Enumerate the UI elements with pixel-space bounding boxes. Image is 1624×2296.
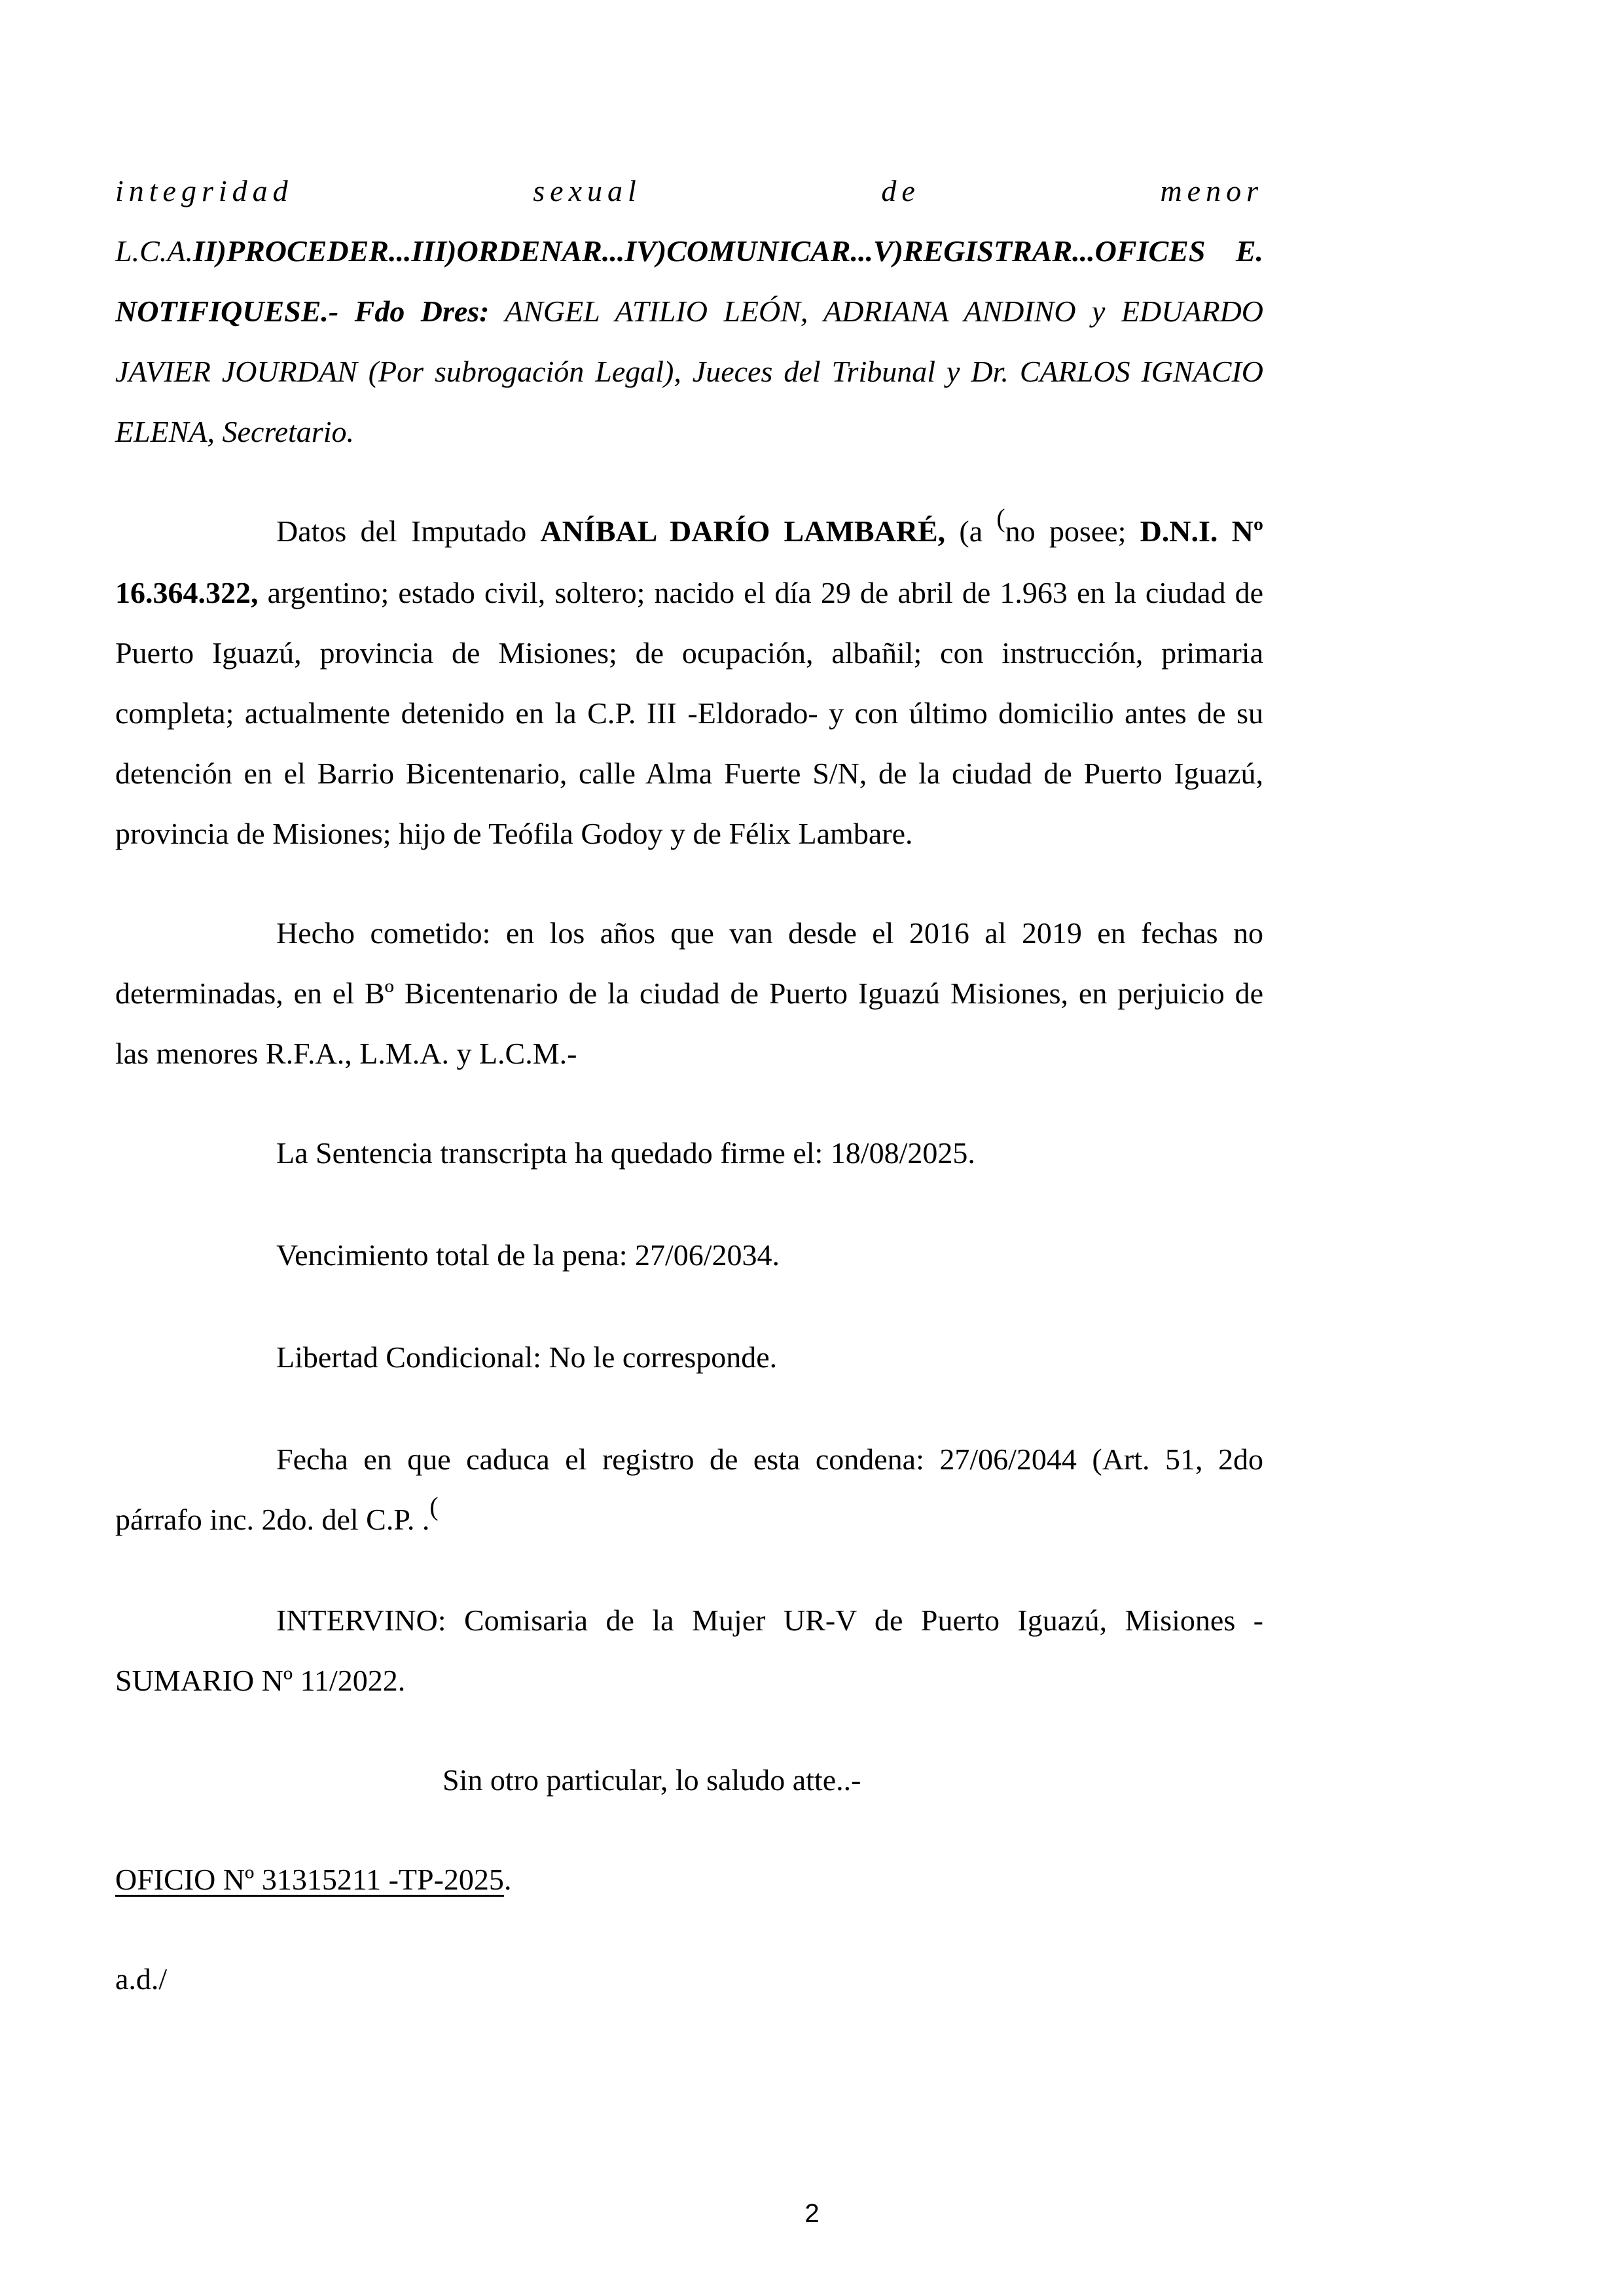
resolution-notify: E. NOTIFIQUESE.- Fdo Dres:: [115, 234, 1263, 328]
spaced-fragment-line: [115, 161, 1263, 221]
hecho-paragraph: Hecho cometido: en los años que van desde el 2016 al 2019 en fechas no determinadas, en el Bº Bicentenario de la ciudad de Puerto Iguazú Misiones, en perjuicio de las menores R.F.A., L.M.A. y L.C.M.-: [115, 916, 1263, 1070]
imputado-paragraph: [115, 501, 1263, 864]
libertad-condicional: Libertad Condicional: No le corresponde.: [276, 1340, 778, 1374]
imputado-name: ANÍBAL DARÍO LAMBARÉ,: [540, 514, 946, 548]
closing-line: Sin otro particular, lo saludo atte..-: [442, 1763, 861, 1797]
footnote-mark: (: [429, 1492, 439, 1521]
document-body: [115, 161, 1263, 2009]
alias-open: (a: [945, 514, 997, 548]
oficio-line: [115, 1850, 1263, 1910]
fragment-word: sexual: [533, 174, 641, 207]
author-initials: a.d./: [115, 1962, 168, 1996]
fragment-word: integridad: [115, 174, 293, 207]
sentencia-firme: La Sentencia transcripta ha quedado firme el: 18/08/2025.: [276, 1136, 975, 1170]
lca-initials: L.C.A.: [115, 234, 193, 268]
caducidad-paragraph: [115, 1429, 1263, 1551]
fragment-word: menor: [1160, 174, 1263, 207]
vencimiento-pena: Vencimiento total de la pena: 27/06/2034.: [276, 1238, 780, 1272]
fragment-word: de: [881, 174, 920, 207]
footnote-mark: (: [996, 503, 1005, 533]
resolution-paragraph: [115, 221, 1263, 462]
oficio-number: OFICIO Nº 31315211 -TP-2025: [115, 1863, 504, 1896]
dni-number: D.N.I. Nº 16.364.322,: [115, 514, 1264, 609]
intervino-paragraph: INTERVINO: Comisaria de la Mujer UR-V de Puerto Iguazú, Misiones - SUMARIO Nº 11/2022.: [115, 1604, 1263, 1697]
judges-signatures: ANGEL ATILIO LEÓN, ADRIANA ANDINO y EDUARDO JAVIER JOURDAN (Por subrogación Legal), Jueces del Tribunal y Dr. CARLOS IGNACIO ELENA, Secretario.: [115, 295, 1263, 448]
caducidad-text: Fecha en que caduca el registro de esta condena: 27/06/2044 (Art. 51, 2do párrafo inc. 2do. del C.P. .: [115, 1443, 1263, 1536]
resolution-actions: II)PROCEDER...III)ORDENAR...IV)COMUNICAR...V)REGISTRAR...OFICES: [192, 234, 1206, 268]
page-number: 2: [804, 2199, 820, 2228]
imputado-label: Datos del Imputado: [276, 514, 541, 548]
oficio-period: .: [503, 1863, 512, 1896]
alias-value: no posee;: [1005, 514, 1140, 548]
imputado-details: argentino; estado civil, soltero; nacido el día 29 de abril de 1.963 en la ciudad de Puerto Iguazú, provincia de Misiones; de ocupación, albañil; con instrucción, primaria completa; actualmente detenido en la C.P. III -Eldorado- y con último domicilio antes de su detención en el Barrio Bicentenario, calle Alma Fuerte S/N, de la ciudad de Puerto Iguazú, provincia de Misiones; hijo de Teófila Godoy y de Félix Lambare.: [115, 576, 1263, 850]
